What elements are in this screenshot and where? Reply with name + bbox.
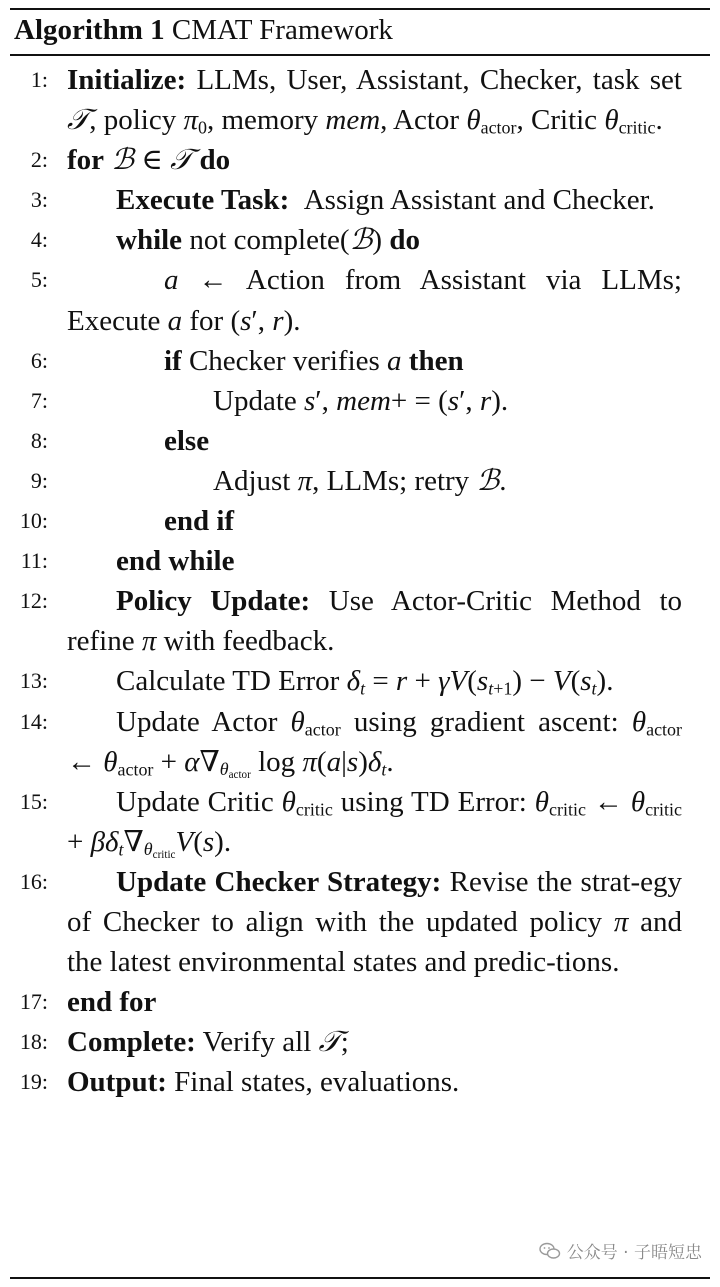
line-text: if Checker verifies a then [164, 344, 464, 377]
line-number: 12: [19, 588, 48, 614]
line-text: Adjust π, LLMs; retry ℬ. [213, 464, 507, 497]
top-rule [10, 8, 710, 10]
wechat-icon [539, 1242, 561, 1260]
algorithm-line [0, 260, 720, 340]
algorithm-name: CMAT Framework [171, 14, 393, 46]
algorithm-line [0, 1022, 720, 1062]
line-number: 5: [30, 267, 48, 293]
line-text: Update Actor $\theta_{actor}$ using gradient ascent: $\theta_{actor}$ ← $\theta_{actor} + \alpha\nabla_{\theta_{actor}}$ $\log \pi(a|s)\delta_t$. [67, 705, 683, 781]
algorithm-line [0, 782, 720, 862]
algorithm-line [0, 661, 720, 701]
line-text: Execute Task: Assign Assistant and Checker. [116, 184, 655, 217]
line-text: end while [116, 545, 235, 578]
algorithm-line [0, 541, 720, 581]
line-text: Output: Final states, evaluations. [67, 1066, 460, 1099]
line-number: 9: [30, 467, 48, 493]
algorithm-line [0, 381, 720, 421]
line-text: end for [67, 986, 157, 1019]
line-number: 8: [30, 427, 48, 453]
line-text: a ← Action from Assistant via LLMs; Execute a for (s′, r). [67, 264, 682, 337]
algorithm-line [0, 341, 720, 381]
line-text: Complete: Verify all 𝒯; [67, 1026, 349, 1059]
line-number: 16: [19, 868, 48, 894]
algorithm-line [0, 581, 720, 661]
algorithm-line [0, 180, 720, 220]
line-number: 13: [19, 668, 48, 694]
line-text: end if [164, 505, 235, 538]
line-number: 19: [19, 1069, 48, 1095]
algorithm-line [0, 461, 720, 501]
watermark-text: 公众号 · 子晤短忠 [566, 1243, 702, 1263]
line-text: else [164, 424, 210, 457]
algorithm-line [0, 702, 720, 782]
algorithm-title [14, 13, 393, 47]
line-text: Initialize: LLMs, User, Assistant, Checker, task set 𝒯, policy $\pi_0$, memory mem, Actor $\theta_{actor}$, Critic $\theta_{critic}$. [67, 64, 682, 138]
line-text: Calculate TD Error $\delta_t = r + \gamma V(s_{t+1}) - V(s_t)$. [116, 665, 614, 699]
line-number: 4: [30, 227, 48, 253]
algorithm-line [0, 501, 720, 541]
header-rule [10, 54, 710, 56]
algorithm-line [0, 982, 720, 1022]
watermark [539, 1238, 702, 1263]
algorithm-line [0, 1062, 720, 1102]
line-text: Update s′, mem+ = (s′, r). [213, 384, 509, 417]
algorithm-line [0, 60, 720, 140]
line-text: for ℬ ∈ 𝒯 do [67, 144, 231, 177]
line-number: 14: [19, 708, 48, 734]
line-number: 11: [20, 548, 48, 574]
line-number: 17: [19, 989, 48, 1015]
line-text: Update Critic $\theta_{critic}$ using TD Error: $\theta_{critic}$ ← $\theta_{critic} + \beta\delta_t\nabla_{\theta_{critic}}V(s)$. [67, 785, 682, 862]
algorithm-line [0, 862, 720, 982]
line-text: Policy Update: Use Actor-Critic Method to refine π with feedback. [67, 585, 682, 658]
bottom-rule [10, 1277, 710, 1279]
algorithm-line [0, 421, 720, 461]
algorithm-body [0, 60, 720, 1102]
algorithm-line [0, 140, 720, 180]
line-text: while not complete(ℬ) do [116, 224, 420, 257]
line-number: 1: [30, 67, 48, 92]
line-number: 2: [30, 147, 48, 173]
line-number: 7: [30, 387, 48, 413]
algorithm-line [0, 220, 720, 260]
line-number: 6: [30, 347, 48, 373]
line-number: 15: [19, 788, 48, 814]
line-number: 3: [30, 187, 48, 213]
line-text: Update Checker Strategy: Revise the strat-egy of Checker to align with the updated policy π and the latest environmental states and predic-tions. [67, 865, 682, 979]
algorithm-label: Algorithm 1 [14, 14, 165, 46]
line-number: 18: [19, 1029, 48, 1055]
line-number: 10: [19, 508, 48, 534]
